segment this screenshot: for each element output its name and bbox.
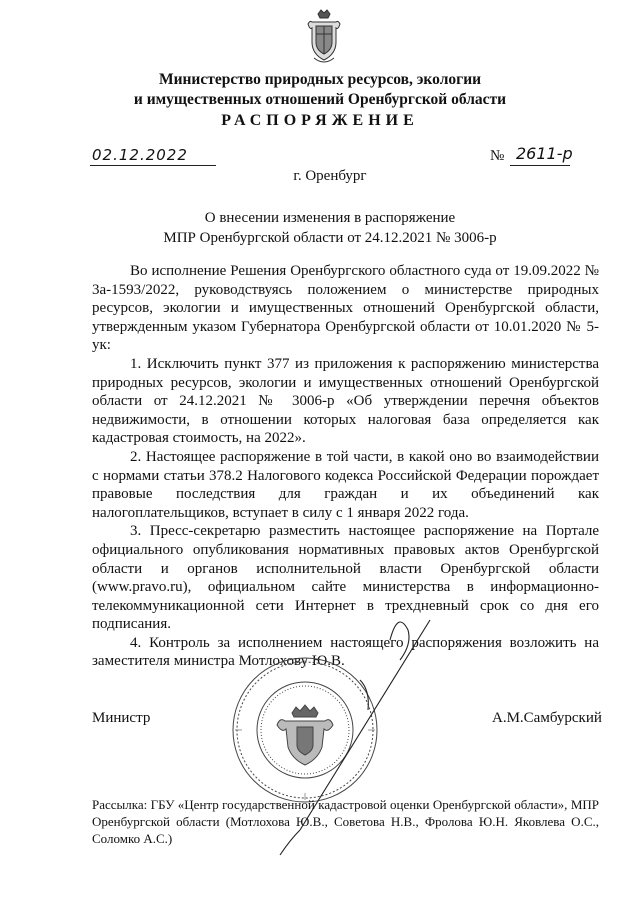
signer-title: Министр xyxy=(92,710,151,726)
number-underline xyxy=(510,165,570,166)
distribution-list: Рассылка: ГБУ «Центр государственной кадастровой оценки Оренбургской области», МПР Оренбургской области (Мотлохова Ю.В., Советова Н.В., Фролова Ю.Н. Яковлева О.С., Соломко А.С.) xyxy=(92,797,599,846)
item-1-paragraph: 1. Исключить пункт 377 из приложения к распоряжению министерства природных ресурсов, экологии и имущественных отношений Оренбургской области от 24.12.2021 № 3006-р «Об утверждении перечня объектов недвижимости, в отношении которых налоговая база определяется как кадастровая стоимость, на 2022». xyxy=(92,355,599,447)
document-date: 02.12.2022 xyxy=(92,146,188,164)
item-3-paragraph: 3. Пресс-секретарю разместить настоящее распоряжение на Портале официального опубликования нормативных правовых актов Оренбургской области и органов исполнительной власти Оренбургской области (www.pravo.ru), официальном сайте министерства в информационно-телекоммуникационной сети Интернет в трехдневный срок со дня его подписания. xyxy=(92,523,599,633)
ministry-name-line1: Министерство природных ресурсов, экологии xyxy=(158,71,482,88)
preamble-paragraph: Во исполнение Решения Оренбургского областного суда от 19.09.2022 № 3а-1593/2022, руководствуясь положением о министерстве природных ресурсов, экологии и имущественных отношений Оренбургской области, утвержденным указом Губернатора Оренбургской области от 10.01.2020 № 5-ук: xyxy=(92,263,599,354)
subject-line1: О внесении изменения в распоряжение xyxy=(204,210,456,226)
document-number: 2611-р xyxy=(516,144,573,163)
item-4-paragraph: 4. Контроль за исполнением настоящего распоряжения возложить на заместителя министра Мотлохову Ю.В. xyxy=(92,634,599,670)
subject-line2: МПР Оренбургской области от 24.12.2021 № 3006-р xyxy=(163,230,497,246)
date-underline xyxy=(90,165,216,166)
ministry-name xyxy=(120,70,520,110)
signer-name: А.М.Самбурский xyxy=(492,710,602,726)
item-2-paragraph: 2. Настоящее распоряжение в той части, в какой оно во взаимодействии с нормами статьи 378.2 Налогового кодекса Российской Федерации порождает правовые последствия для граждан и их объединений как налогоплательщиков, вступает в силу с 1 января 2022 года. xyxy=(92,448,599,521)
document-subject xyxy=(120,208,540,248)
number-label: № xyxy=(490,148,505,164)
city-label: г. Оренбург xyxy=(293,168,367,184)
ministry-name-line2: и имущественных отношений Оренбургской области xyxy=(133,91,507,108)
document-type: РАСПОРЯЖЕНИЕ xyxy=(221,112,419,129)
coat-of-arms-icon xyxy=(304,8,344,68)
